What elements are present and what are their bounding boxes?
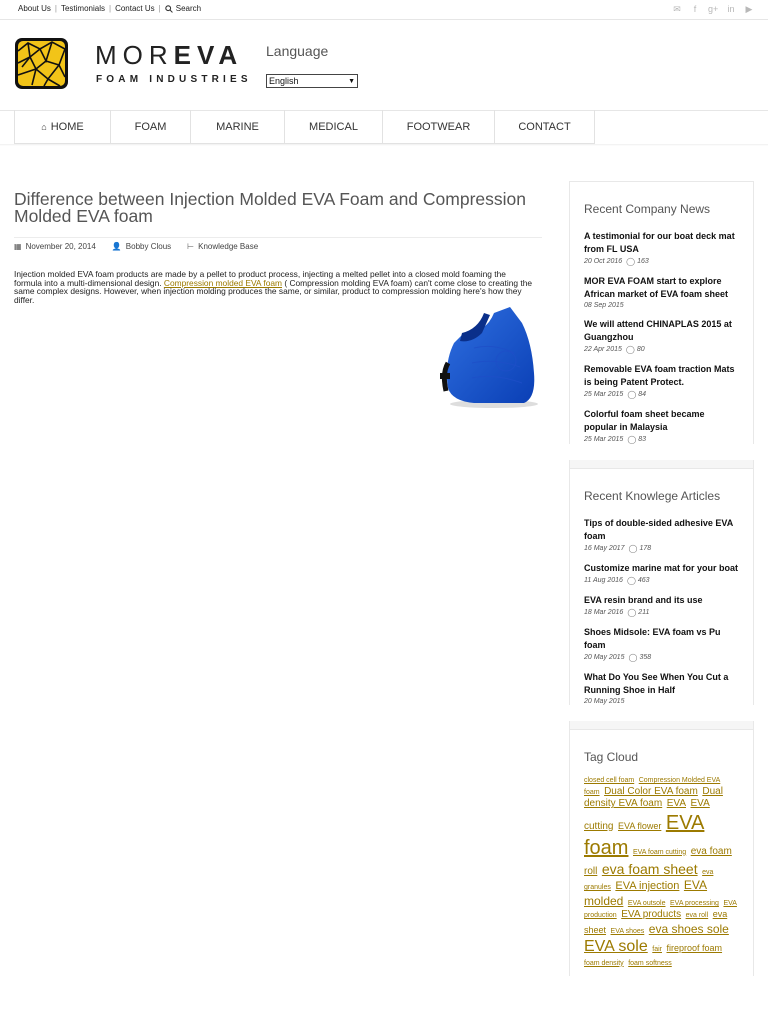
news-meta bbox=[584, 435, 739, 444]
article-date: 20 May 2015 bbox=[584, 698, 625, 705]
moreva-logo-icon[interactable] bbox=[14, 37, 69, 90]
list-item[interactable] bbox=[584, 517, 739, 553]
brand-name bbox=[95, 40, 243, 71]
list-item[interactable] bbox=[584, 275, 739, 309]
tag-link[interactable]: EVA flower bbox=[617, 820, 662, 831]
tag-link[interactable]: EVA cutting bbox=[584, 798, 710, 832]
widget-separator bbox=[569, 460, 754, 468]
comment-icon: ◯ bbox=[628, 544, 638, 553]
home-icon: ⌂ bbox=[41, 121, 47, 132]
comment-count: 178 bbox=[639, 545, 652, 552]
article-link-title[interactable]: What Do You See When You Cut a Running Shoe in Half bbox=[584, 672, 729, 695]
youtube-icon[interactable]: ▶ bbox=[745, 4, 753, 14]
article-link-title[interactable]: Customize marine mat for your boat bbox=[584, 563, 739, 573]
nav-item-foam[interactable] bbox=[111, 110, 191, 144]
article-author[interactable] bbox=[112, 242, 171, 251]
tag-link[interactable]: EVA processing bbox=[670, 900, 719, 907]
article-link-title[interactable]: EVA resin brand and its use bbox=[584, 595, 703, 605]
tag-link[interactable]: closed cell foam bbox=[584, 777, 635, 784]
top-bar bbox=[0, 0, 768, 20]
article-body bbox=[14, 270, 534, 304]
news-date: 25 Mar 2015 bbox=[584, 391, 624, 398]
language-selected: English bbox=[269, 76, 299, 86]
list-item[interactable] bbox=[584, 562, 739, 585]
widget-title: Recent Knowlege Articles bbox=[584, 489, 721, 503]
news-date: 25 Mar 2015 bbox=[584, 436, 624, 443]
nav-item-marine[interactable] bbox=[191, 110, 285, 144]
about-us-link[interactable]: About Us bbox=[18, 4, 51, 13]
recent-news-widget bbox=[569, 181, 754, 444]
list-item[interactable] bbox=[584, 230, 739, 266]
comment-icon: ◯ bbox=[628, 653, 638, 662]
language-label: Language bbox=[266, 43, 329, 59]
tag-link[interactable]: eva foam sheet bbox=[601, 860, 698, 877]
tag-link[interactable]: foam density bbox=[584, 959, 624, 967]
compression-molded-link[interactable]: Compression molded EVA foam bbox=[163, 277, 282, 288]
news-meta bbox=[584, 257, 739, 266]
nav-label: FOAM bbox=[134, 120, 167, 133]
folder-tree-icon: ⊢ bbox=[187, 242, 195, 251]
separator: | bbox=[158, 4, 161, 13]
comment-icon: ◯ bbox=[627, 390, 637, 399]
article-meta bbox=[14, 237, 542, 255]
testimonials-link[interactable]: Testimonials bbox=[60, 4, 105, 13]
separator: | bbox=[109, 4, 112, 13]
comment-icon: ◯ bbox=[625, 345, 635, 354]
tag-link[interactable]: EVA foam bbox=[584, 811, 705, 859]
nav-item-contact[interactable] bbox=[495, 110, 595, 144]
tag-link[interactable]: eva foam roll bbox=[584, 845, 732, 877]
article-meta-line bbox=[584, 576, 739, 585]
mail-icon[interactable]: ✉ bbox=[673, 4, 681, 14]
article-title: Difference between Injection Molded EVA Foam and Compression Molded EVA foam bbox=[14, 189, 526, 226]
tag-link[interactable]: EVA injection bbox=[615, 880, 680, 893]
list-item[interactable] bbox=[584, 408, 739, 444]
tag-link[interactable]: EVA shoes bbox=[610, 927, 645, 935]
nav-divider bbox=[0, 144, 768, 146]
article-meta-line bbox=[584, 653, 739, 662]
comment-icon: ◯ bbox=[627, 608, 637, 617]
news-date: 08 Sep 2015 bbox=[584, 302, 624, 309]
tag-link[interactable]: EVA foam cutting bbox=[632, 848, 687, 856]
article-date bbox=[14, 242, 96, 251]
news-date: 20 Oct 2016 bbox=[584, 258, 623, 265]
tag-link[interactable]: EVA sole bbox=[584, 937, 648, 955]
list-item[interactable] bbox=[584, 594, 739, 617]
separator: | bbox=[54, 4, 57, 13]
recent-articles-widget bbox=[569, 468, 754, 705]
news-meta bbox=[584, 302, 739, 309]
nav-label: MEDICAL bbox=[309, 120, 358, 133]
comment-count: 463 bbox=[637, 577, 650, 584]
comment-count: 163 bbox=[637, 258, 649, 265]
list-item[interactable] bbox=[584, 671, 739, 705]
nav-label: MARINE bbox=[216, 120, 259, 133]
facebook-icon[interactable]: f bbox=[693, 4, 697, 14]
search-label: Search bbox=[175, 4, 202, 13]
body-text-end: ( Compression molding EVA foam) can't come close to creating the same complex designs. However, when injection molding produces the same, or similar, product to compression molding here's how they differ. bbox=[14, 277, 533, 305]
tag-link[interactable]: Dual density EVA foam bbox=[584, 785, 723, 810]
article-meta-line bbox=[584, 544, 739, 553]
widget-separator bbox=[569, 721, 754, 729]
article-category[interactable] bbox=[187, 242, 258, 251]
tag-link[interactable]: Dual Color EVA foam bbox=[604, 785, 698, 797]
tag-link[interactable]: EVA molded bbox=[584, 878, 708, 908]
comment-count: 84 bbox=[638, 391, 647, 398]
comment-icon: ◯ bbox=[627, 435, 637, 444]
eva-vest-image bbox=[434, 303, 540, 408]
nav-item-medical[interactable] bbox=[285, 110, 383, 144]
article-date: 11 Aug 2016 bbox=[584, 577, 623, 584]
tag-link[interactable]: foam softness bbox=[628, 959, 672, 967]
list-item[interactable] bbox=[584, 626, 739, 662]
tag-link[interactable]: EVA products bbox=[621, 909, 682, 920]
news-title[interactable]: MOR EVA FOAM start to explore African market of EVA foam sheet bbox=[584, 276, 729, 299]
news-title[interactable]: We will attend CHINAPLAS 2015 at Guangzhou bbox=[584, 319, 732, 342]
author-text: Bobby Clous bbox=[125, 242, 172, 251]
nav-item-home[interactable] bbox=[15, 110, 111, 144]
tag-link[interactable]: EVA bbox=[666, 798, 686, 810]
date-text: November 20, 2014 bbox=[25, 242, 96, 251]
user-icon: 👤 bbox=[111, 242, 122, 251]
article-meta-line bbox=[584, 608, 739, 617]
tag-link[interactable]: eva sheet bbox=[584, 909, 728, 935]
comment-count: 358 bbox=[639, 654, 652, 661]
nav-label: FOOTWEAR bbox=[406, 120, 471, 133]
nav-label: CONTACT bbox=[518, 120, 571, 133]
language-select[interactable] bbox=[266, 74, 358, 88]
list-item[interactable] bbox=[584, 318, 739, 354]
nav-label: HOME bbox=[50, 120, 84, 133]
list-item[interactable] bbox=[584, 363, 739, 399]
tag-link[interactable]: eva shoes sole bbox=[648, 921, 729, 936]
linkedin-icon[interactable]: in bbox=[727, 4, 735, 14]
tag-link[interactable]: fireproof foam bbox=[666, 942, 723, 953]
article-meta-line bbox=[584, 698, 739, 705]
contact-us-link[interactable]: Contact Us bbox=[115, 4, 155, 13]
tag-link[interactable]: eva roll bbox=[685, 912, 709, 919]
category-text: Knowledge Base bbox=[198, 242, 259, 251]
brand-tagline: FOAM INDUSTRIES bbox=[96, 74, 252, 85]
comment-count: 83 bbox=[638, 436, 647, 443]
tag-link[interactable]: fair bbox=[652, 945, 662, 953]
news-meta bbox=[584, 345, 739, 354]
tag-link[interactable]: Compression Molded EVA foam bbox=[584, 777, 721, 796]
chevron-down-icon: ▼ bbox=[348, 77, 355, 85]
comment-icon: ◯ bbox=[626, 257, 636, 266]
comment-icon: ◯ bbox=[626, 576, 636, 585]
article-date: 16 May 2017 bbox=[584, 545, 625, 552]
nav-item-footwear[interactable] bbox=[383, 110, 495, 144]
social-links bbox=[672, 4, 754, 14]
article-date: 20 May 2015 bbox=[584, 654, 625, 661]
comment-count: 80 bbox=[636, 346, 645, 353]
tag-link[interactable]: eva granules bbox=[584, 868, 714, 892]
article-link-title[interactable]: Shoes Midsole: EVA foam vs Pu foam bbox=[584, 627, 721, 650]
tag-cloud-widget bbox=[569, 729, 754, 976]
tag-cloud bbox=[584, 774, 739, 976]
main-nav bbox=[14, 110, 595, 144]
news-title[interactable]: Colorful foam sheet became popular in Malaysia bbox=[584, 409, 705, 432]
news-date: 22 Apr 2015 bbox=[584, 346, 622, 353]
news-title[interactable]: Removable EVA foam traction Mats is being Patent Protect. bbox=[584, 364, 735, 387]
article-link-title[interactable]: Tips of double-sided adhesive EVA foam bbox=[584, 518, 733, 541]
tag-link[interactable]: EVA production bbox=[584, 900, 737, 919]
brand-light: MOR bbox=[95, 40, 174, 70]
comment-count: 211 bbox=[638, 609, 650, 616]
article-date: 18 Mar 2016 bbox=[584, 609, 624, 616]
calendar-icon: ▦ bbox=[14, 242, 22, 251]
tag-link[interactable]: EVA outsole bbox=[627, 900, 666, 907]
widget-title: Tag Cloud bbox=[584, 750, 639, 764]
top-links bbox=[18, 4, 201, 13]
news-title[interactable]: A testimonial for our boat deck mat from FL USA bbox=[584, 231, 735, 254]
search-link[interactable] bbox=[158, 4, 202, 13]
widget-title: Recent Company News bbox=[584, 202, 711, 216]
search-icon bbox=[165, 5, 173, 13]
body-text-start: Injection molded EVA foam products are made by a pellet to product process, injecting a melted pellet into a closed mold foaming the formula into a multi-dimensional design. bbox=[14, 269, 506, 288]
brand-bold: EVA bbox=[173, 40, 244, 70]
sidebar bbox=[569, 181, 754, 976]
google-plus-icon[interactable]: g+ bbox=[708, 4, 719, 14]
site-header bbox=[0, 21, 768, 111]
news-meta bbox=[584, 390, 739, 399]
